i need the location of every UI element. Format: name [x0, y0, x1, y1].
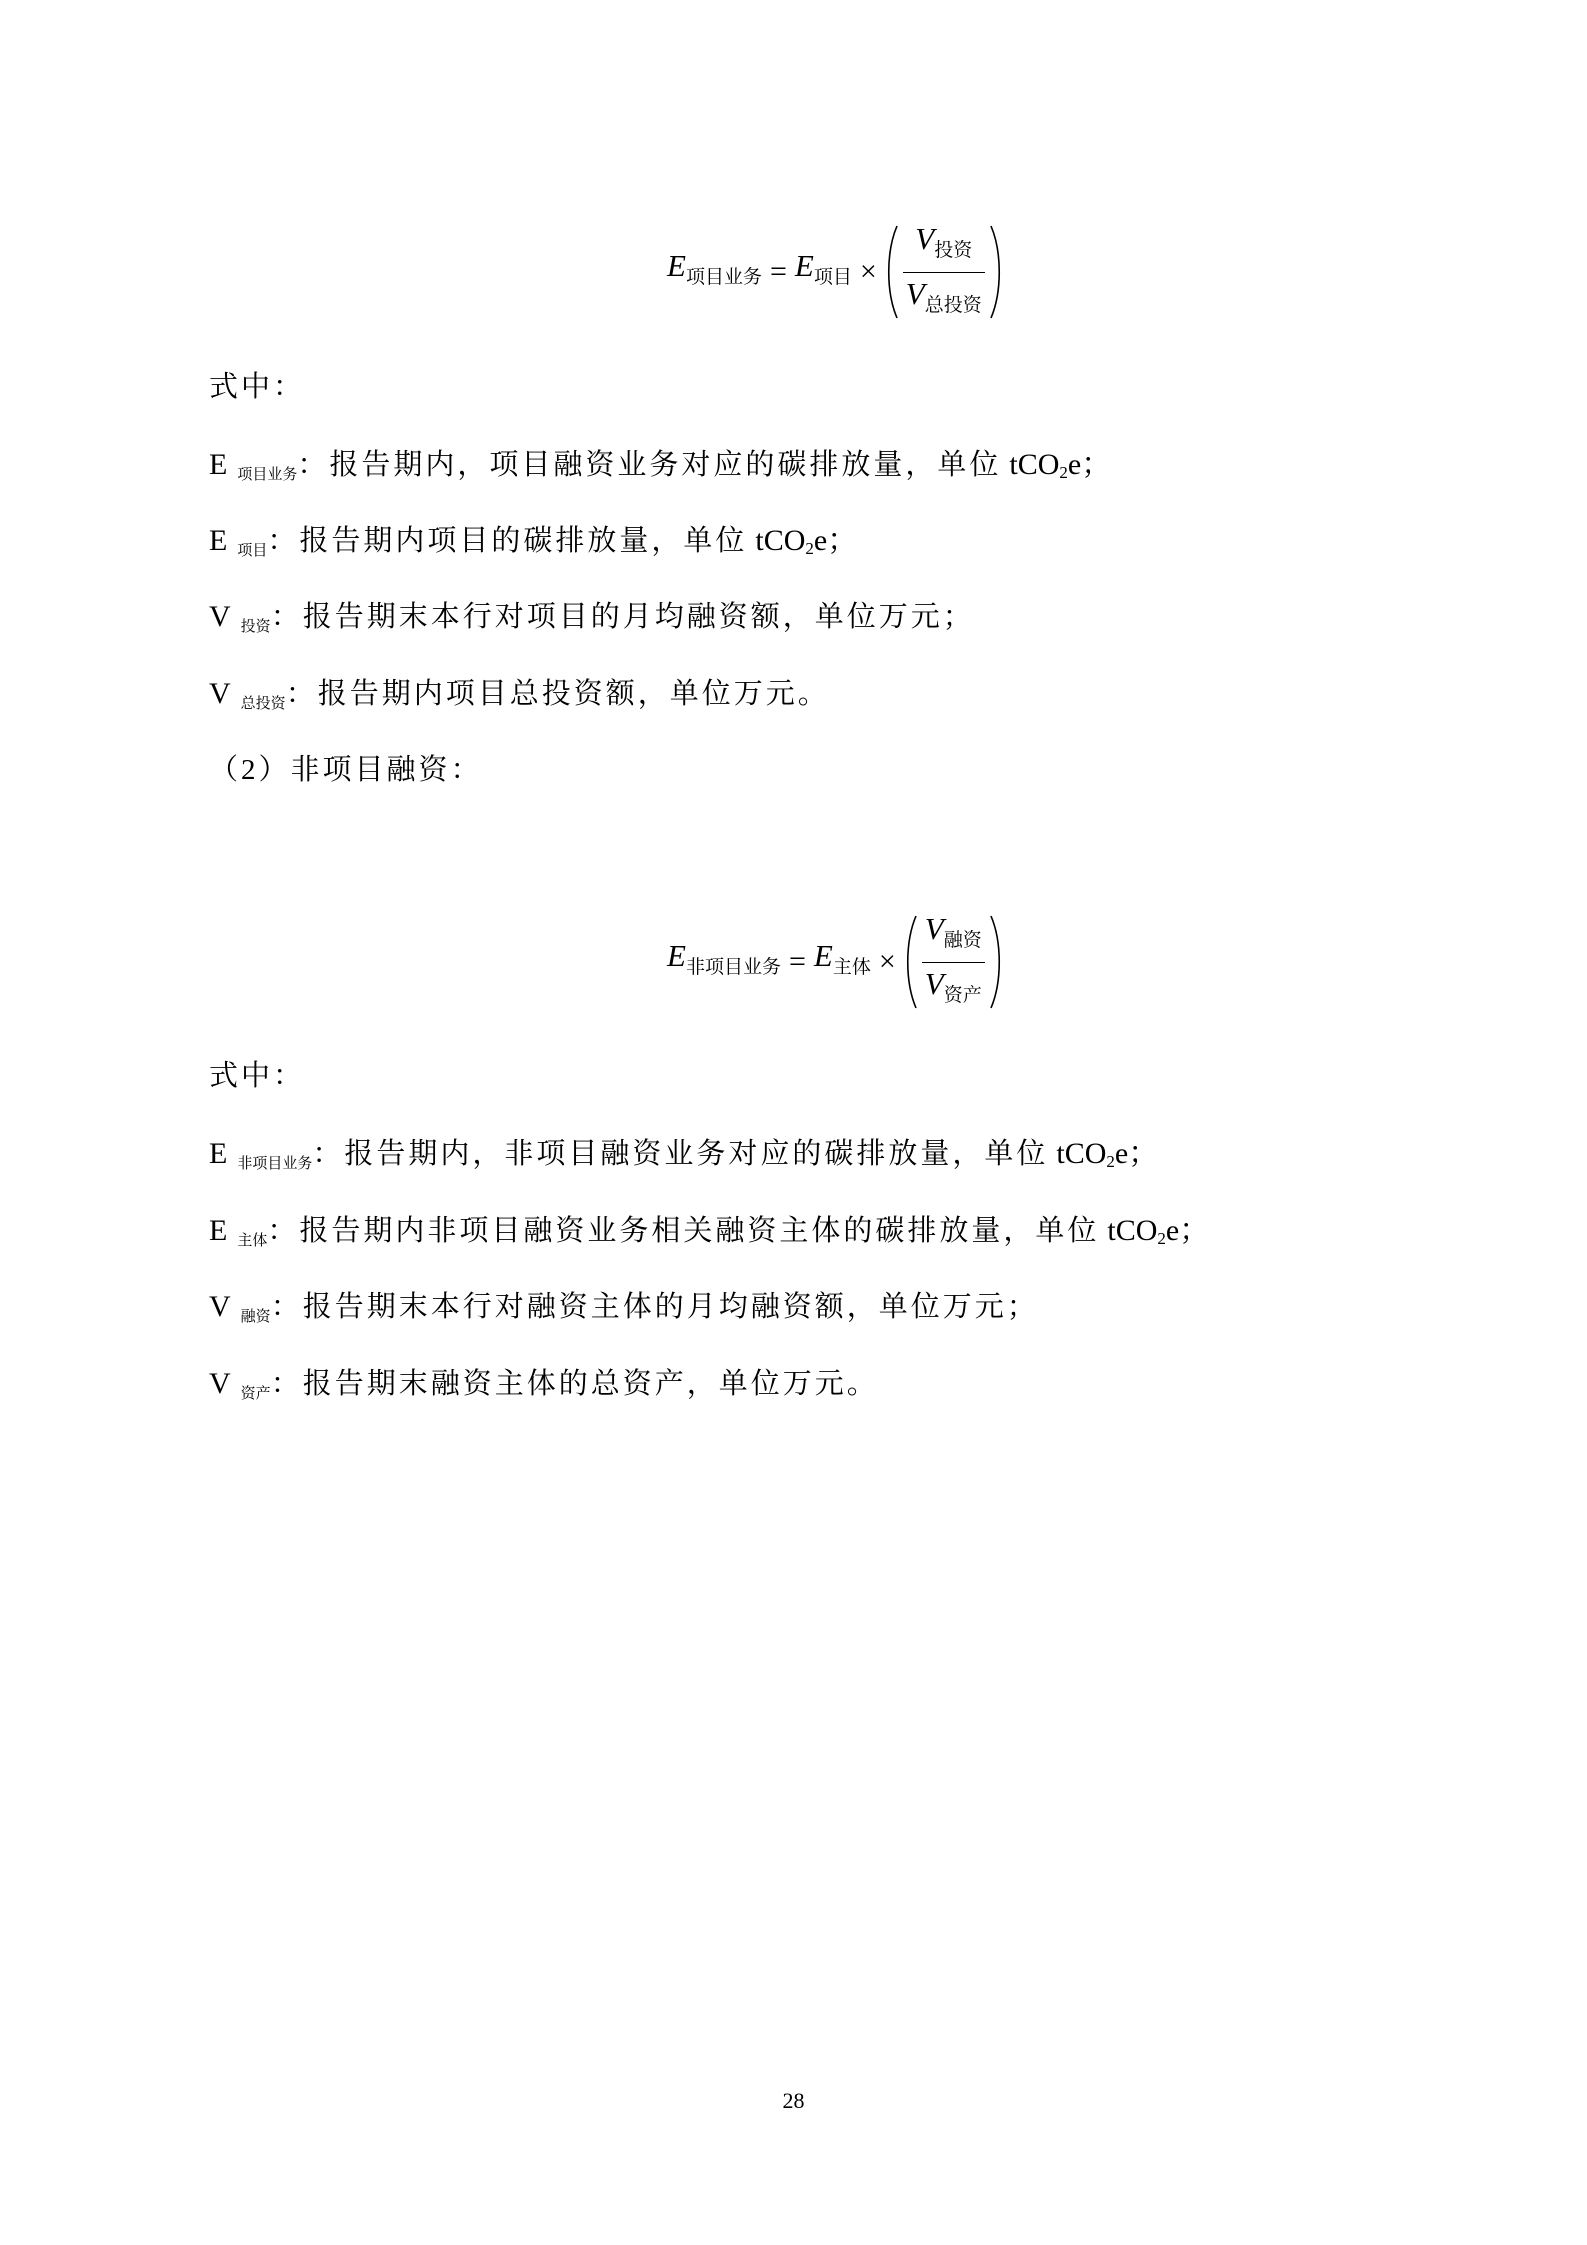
- formula-lhs: [667, 248, 762, 296]
- definition-v-investment: [209, 597, 975, 637]
- formula-subscript: 总投资: [924, 294, 982, 316]
- definition-e-entity: [209, 1211, 1209, 1251]
- definition-subscript: 项目业务: [237, 467, 298, 483]
- definition-v-financing: [209, 1287, 1039, 1327]
- formula-non-project-business-emissions: [667, 910, 1003, 1010]
- unit-subscript: 2: [1059, 463, 1068, 482]
- formula-subscript: 项目: [813, 267, 852, 288]
- formula-project-business-emissions: [667, 220, 1003, 320]
- definition-variable: V: [209, 1367, 231, 1400]
- left-parenthesis: [885, 224, 899, 320]
- unit-subscript: 2: [1157, 1229, 1166, 1248]
- formula-subscript: 融资: [943, 929, 982, 951]
- formula-variable: E: [813, 938, 833, 973]
- fraction-numerator: [922, 912, 985, 963]
- definition-variable: V: [209, 677, 231, 710]
- unit-tco2e: [755, 524, 857, 557]
- fraction-denominator: [903, 273, 985, 323]
- unit-suffix: e；: [813, 524, 858, 557]
- right-parenthesis: [989, 224, 1003, 320]
- definition-text: ：报告期内项目总投资额，单位万元。: [285, 678, 830, 710]
- definition-variable: E: [209, 1214, 228, 1247]
- definition-variable: E: [209, 448, 228, 481]
- formula-variable: E: [794, 248, 814, 283]
- definition-subscript: 资产: [240, 1386, 271, 1402]
- unit-suffix: e；: [1067, 448, 1112, 481]
- definition-variable: V: [209, 1290, 231, 1323]
- formula-variable: E: [667, 938, 686, 973]
- fraction-numerator: [903, 222, 985, 273]
- formula-subscript: 项目业务: [685, 267, 762, 288]
- definition-variable: V: [209, 600, 231, 633]
- unit-suffix: e；: [1114, 1137, 1159, 1170]
- formula-rhs-term: [814, 938, 871, 986]
- unit-tco2e: [1056, 1137, 1158, 1170]
- equals-sign: =: [788, 945, 806, 978]
- formula-subscript: 投资: [934, 239, 973, 261]
- definition-subscript: 主体: [237, 1233, 268, 1249]
- unit-suffix: e；: [1165, 1214, 1210, 1247]
- definition-text: ：报告期末本行对融资主体的月均融资额，单位万元；: [270, 1291, 1039, 1323]
- unit-tco2e: [1009, 448, 1111, 481]
- unit-subscript: 2: [805, 539, 814, 558]
- formula-variable: V: [915, 220, 935, 256]
- definition-text: ：报告期末融资主体的总资产，单位万元。: [270, 1368, 879, 1400]
- where-label: 式中：: [209, 371, 306, 403]
- formula-variable: E: [667, 248, 686, 283]
- formula-subscript: 资产: [943, 984, 982, 1006]
- definition-text: ：报告期内，非项目融资业务对应的碳排放量，单位: [312, 1138, 1049, 1170]
- unit-prefix: tCO: [755, 524, 806, 557]
- definition-subscript: 非项目业务: [237, 1156, 313, 1172]
- equals-sign: =: [769, 255, 787, 288]
- definition-variable: E: [209, 524, 228, 557]
- fraction: [922, 912, 985, 1013]
- unit-prefix: tCO: [1009, 448, 1060, 481]
- definition-subscript: 项目: [237, 543, 268, 559]
- definition-v-total-investment: [209, 674, 830, 714]
- formula-lhs: [667, 938, 781, 986]
- definition-text: ：报告期末本行对项目的月均融资额，单位万元；: [270, 601, 975, 633]
- definition-e-project-business: [209, 445, 1111, 485]
- multiply-sign: ×: [878, 945, 896, 978]
- definition-e-non-project-business: [209, 1134, 1158, 1174]
- formula-variable: V: [924, 910, 944, 946]
- definition-v-assets: [209, 1364, 879, 1404]
- definition-text: ：报告期内非项目融资业务相关融资主体的碳排放量，单位: [267, 1215, 1100, 1247]
- definition-subscript: 总投资: [240, 696, 286, 712]
- definition-subscript: 投资: [240, 619, 271, 635]
- definition-text: ：报告期内，项目融资业务对应的碳排放量，单位: [297, 449, 1002, 481]
- left-parenthesis: [904, 914, 918, 1010]
- section-heading-non-project-financing: （2）非项目融资：: [209, 754, 483, 786]
- formula-variable: V: [905, 275, 925, 311]
- unit-subscript: 2: [1106, 1152, 1115, 1171]
- formula-variable: V: [924, 965, 944, 1001]
- fraction-denominator: [922, 963, 985, 1013]
- right-parenthesis: [989, 914, 1003, 1010]
- unit-tco2e: [1107, 1214, 1209, 1247]
- multiply-sign: ×: [859, 255, 877, 288]
- formula-subscript: 主体: [832, 957, 871, 978]
- unit-prefix: tCO: [1056, 1137, 1107, 1170]
- where-label: 式中：: [209, 1060, 306, 1092]
- page-number: 28: [782, 2088, 805, 2113]
- definition-e-project: [209, 521, 857, 561]
- fraction: [903, 222, 985, 323]
- definition-subscript: 融资: [240, 1309, 271, 1325]
- unit-prefix: tCO: [1107, 1214, 1158, 1247]
- definition-variable: E: [209, 1137, 228, 1170]
- formula-rhs-term: [795, 248, 852, 296]
- definition-text: ：报告期内项目的碳排放量，单位: [267, 525, 748, 557]
- formula-subscript: 非项目业务: [685, 957, 781, 978]
